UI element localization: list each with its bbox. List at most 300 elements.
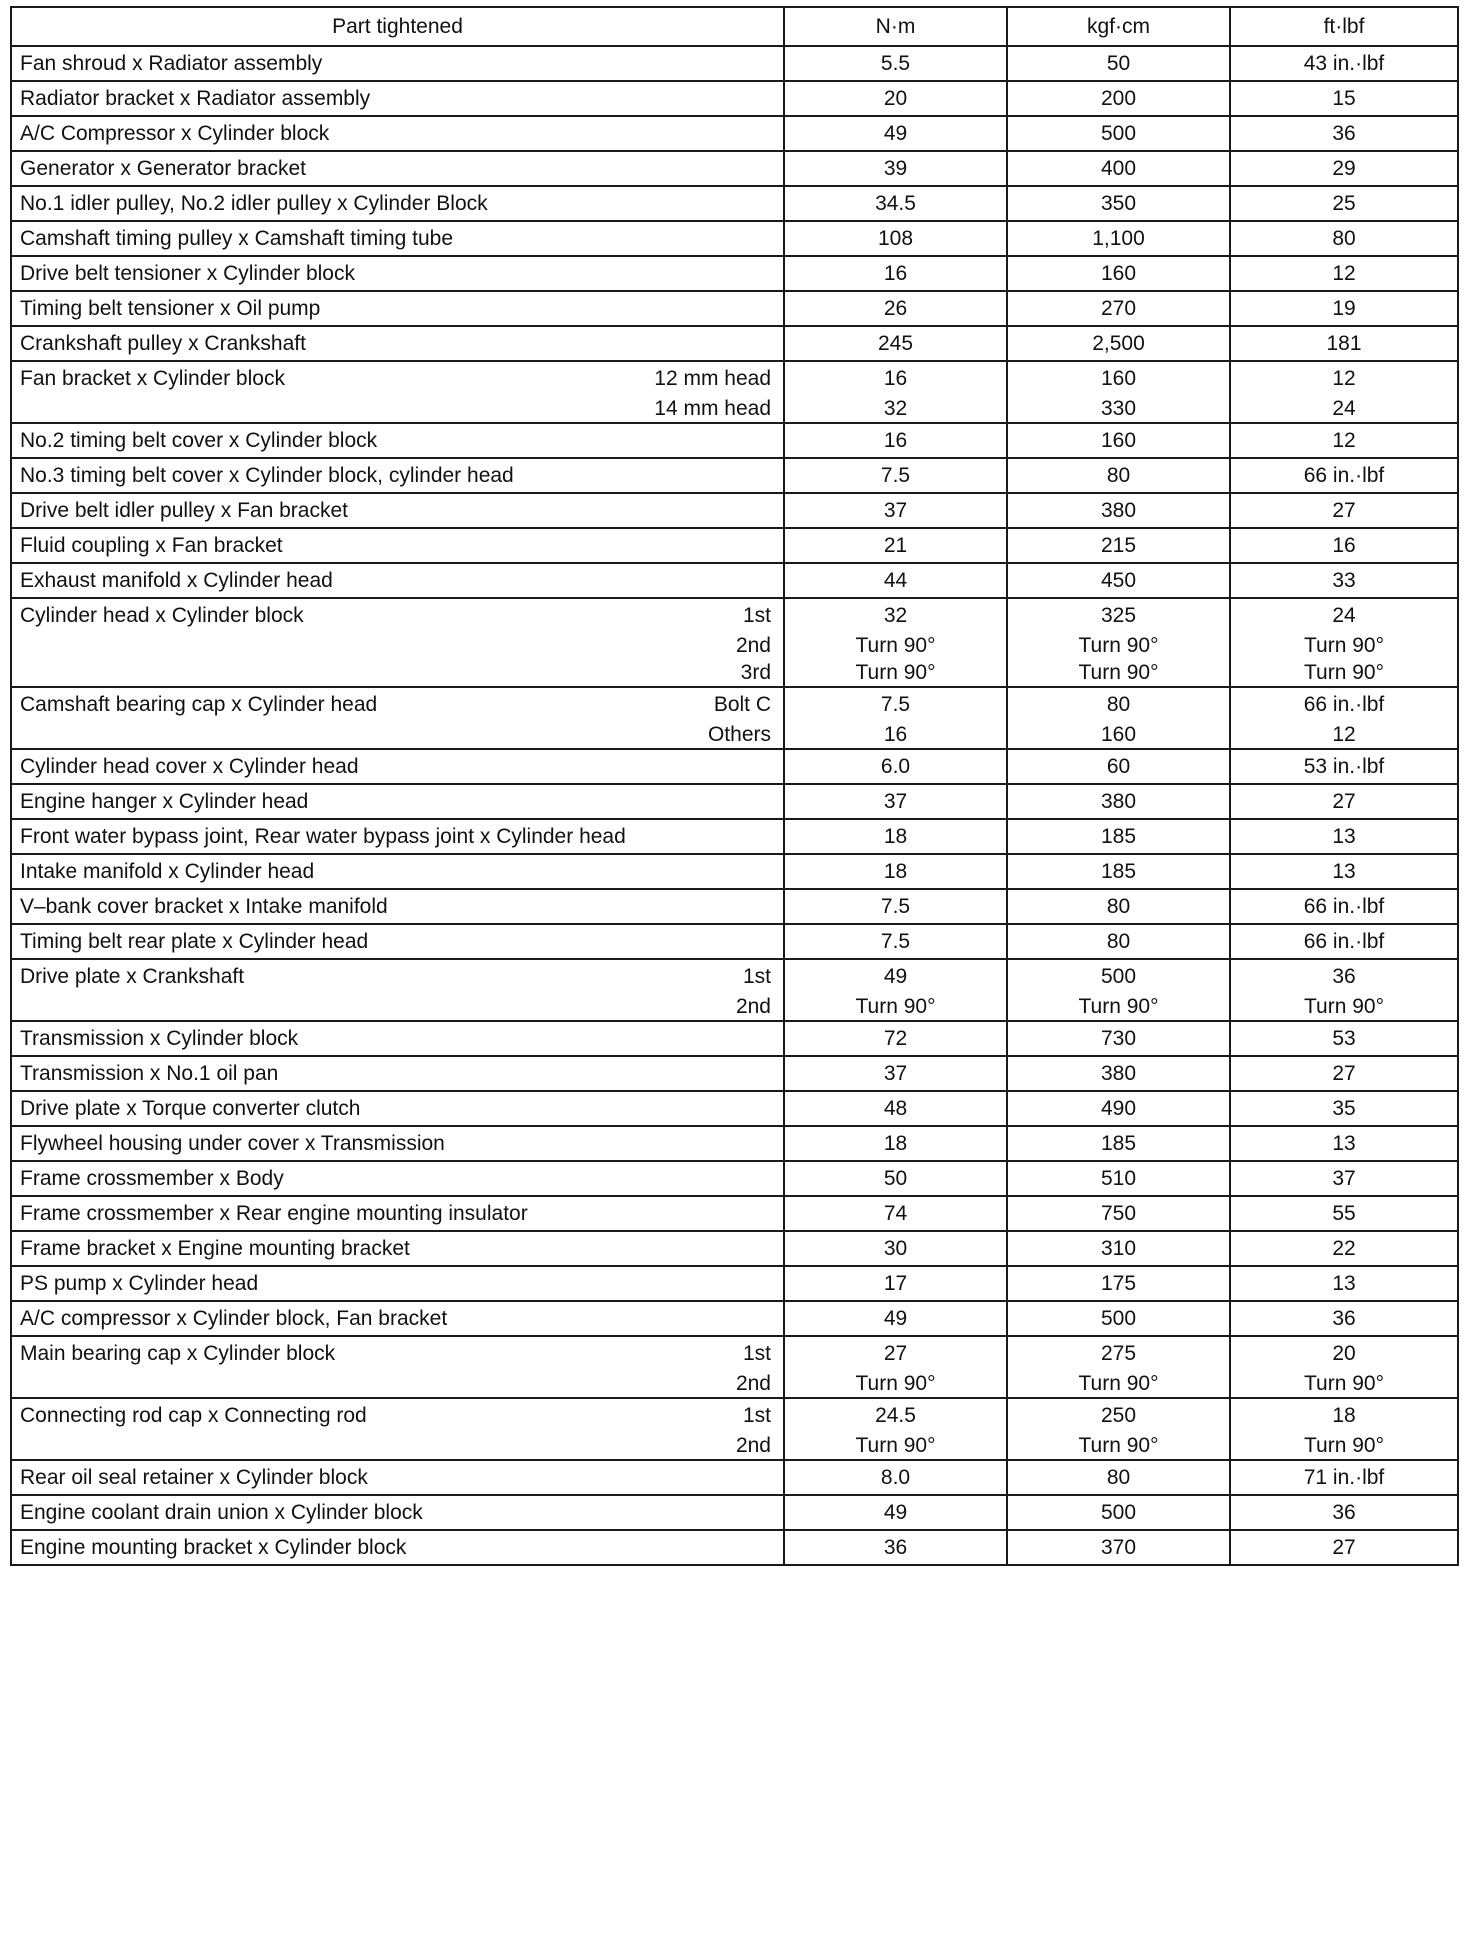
ft-value: Turn 90° (1304, 661, 1384, 684)
nm-value: 37 (883, 790, 908, 813)
kgf-value: 450 (1100, 569, 1137, 592)
nm-value: 49 (883, 965, 908, 988)
kgf-cell (1007, 116, 1230, 151)
ft-value: 27 (1332, 1062, 1356, 1085)
ft-value: 18 (1332, 1404, 1356, 1427)
part-name: Drive belt idler pulley x Fan bracket (20, 499, 348, 522)
kgf-value: Turn 90° (1078, 1372, 1159, 1395)
kgf-cell (1007, 423, 1230, 458)
ft-value: Turn 90° (1304, 634, 1384, 657)
table-row (11, 291, 1458, 326)
kgf-cell (1007, 1495, 1230, 1530)
kgf-value: 370 (1100, 1536, 1137, 1559)
ft-cell (1230, 326, 1458, 361)
nm-cell (784, 46, 1007, 81)
ft-value: 181 (1326, 332, 1362, 355)
condition-label: 1st (742, 965, 771, 988)
ft-cell (1230, 563, 1458, 598)
kgf-value: 250 (1100, 1404, 1137, 1427)
condition-label: 2nd (735, 634, 771, 657)
ft-cell (1230, 221, 1458, 256)
ft-cell (1230, 186, 1458, 221)
part-cell (11, 1091, 784, 1126)
ft-cell (1230, 598, 1458, 687)
nm-value: 18 (883, 860, 908, 883)
part-name: Exhaust manifold x Cylinder head (20, 569, 333, 592)
part-cell (11, 291, 784, 326)
part-cell (11, 889, 784, 924)
nm-cell (784, 889, 1007, 924)
part-cell (11, 1398, 784, 1460)
condition-label: 2nd (735, 1434, 771, 1457)
part-name: Cylinder head cover x Cylinder head (20, 755, 359, 778)
ft-value: 36 (1332, 965, 1356, 988)
part-cell (11, 924, 784, 959)
part-name: No.2 timing belt cover x Cylinder block (20, 429, 378, 452)
ft-value: 13 (1332, 1132, 1356, 1155)
nm-cell (784, 687, 1007, 749)
ft-cell (1230, 458, 1458, 493)
part-cell (11, 221, 784, 256)
table-row (11, 1336, 1458, 1398)
table-row (11, 1196, 1458, 1231)
ft-value: 80 (1332, 227, 1356, 250)
ft-cell (1230, 1336, 1458, 1398)
part-name: Fan shroud x Radiator assembly (20, 52, 323, 75)
ft-value: 55 (1332, 1202, 1356, 1225)
kgf-value: 330 (1100, 397, 1137, 420)
part-cell (11, 1266, 784, 1301)
part-cell (11, 151, 784, 186)
nm-value: Turn 90° (855, 995, 936, 1018)
part-name: Crankshaft pulley x Crankshaft (20, 332, 306, 355)
part-cell (11, 1161, 784, 1196)
kgf-value: 160 (1100, 262, 1137, 285)
ft-value: 16 (1332, 534, 1356, 557)
kgf-cell (1007, 598, 1230, 687)
kgf-value: 750 (1100, 1202, 1137, 1225)
part-name: Intake manifold x Cylinder head (20, 860, 315, 883)
nm-cell (784, 563, 1007, 598)
nm-cell (784, 361, 1007, 423)
kgf-value: 500 (1100, 1501, 1137, 1524)
nm-cell (784, 326, 1007, 361)
ft-value: 13 (1332, 860, 1356, 883)
part-name: Front water bypass joint, Rear water bypass joint x Cylinder head (20, 825, 626, 848)
nm-value: 39 (883, 157, 908, 180)
nm-value: 74 (883, 1202, 908, 1225)
nm-cell (784, 423, 1007, 458)
kgf-cell (1007, 1301, 1230, 1336)
table-row (11, 959, 1458, 1021)
kgf-cell (1007, 46, 1230, 81)
table-body (11, 46, 1458, 1565)
kgf-value: 80 (1106, 693, 1131, 716)
nm-value: 18 (883, 825, 908, 848)
ft-cell (1230, 1161, 1458, 1196)
kgf-cell (1007, 1231, 1230, 1266)
kgf-value: Turn 90° (1078, 995, 1159, 1018)
nm-value: 50 (883, 1167, 908, 1190)
table-row (11, 1266, 1458, 1301)
ft-value: 36 (1332, 1501, 1356, 1524)
part-cell (11, 1196, 784, 1231)
part-cell (11, 256, 784, 291)
kgf-value: 80 (1106, 930, 1131, 953)
kgf-cell (1007, 1021, 1230, 1056)
kgf-cell (1007, 326, 1230, 361)
condition-label: Bolt C (713, 693, 771, 716)
nm-value: 7.5 (880, 693, 911, 716)
kgf-value: 500 (1100, 122, 1137, 145)
ft-cell (1230, 784, 1458, 819)
condition-label: 12 mm head (654, 367, 771, 390)
kgf-cell (1007, 924, 1230, 959)
table-row (11, 924, 1458, 959)
table-row (11, 221, 1458, 256)
part-cell (11, 361, 784, 423)
kgf-value: 185 (1100, 825, 1137, 848)
part-cell (11, 1301, 784, 1336)
nm-cell (784, 1021, 1007, 1056)
kgf-cell (1007, 687, 1230, 749)
part-name: Drive plate x Crankshaft (20, 965, 245, 988)
ft-cell (1230, 1530, 1458, 1565)
table-row (11, 493, 1458, 528)
ft-value: 66 in.·lbf (1303, 930, 1385, 953)
ft-cell (1230, 1056, 1458, 1091)
ft-value: 33 (1332, 569, 1356, 592)
nm-value: 27 (883, 1342, 908, 1365)
nm-cell (784, 854, 1007, 889)
nm-cell (784, 1460, 1007, 1495)
nm-value: 245 (877, 332, 914, 355)
condition-label: 1st (742, 604, 771, 627)
column-header-kgf: kgf·cm (1007, 7, 1230, 46)
nm-value: 108 (877, 227, 914, 250)
ft-value: 24 (1332, 397, 1356, 420)
nm-value: 16 (883, 723, 908, 746)
part-name: Camshaft bearing cap x Cylinder head (20, 693, 378, 716)
condition-labels (736, 599, 771, 686)
ft-value: 66 in.·lbf (1303, 693, 1385, 716)
kgf-cell (1007, 1530, 1230, 1565)
ft-value: 35 (1332, 1097, 1356, 1120)
kgf-value: 60 (1106, 755, 1131, 778)
part-name: Main bearing cap x Cylinder block (20, 1342, 336, 1365)
ft-value: 71 in.·lbf (1303, 1466, 1385, 1489)
nm-value: 7.5 (880, 464, 911, 487)
kgf-value: 325 (1100, 604, 1137, 627)
part-name: Fluid coupling x Fan bracket (20, 534, 283, 557)
kgf-value: Turn 90° (1078, 634, 1159, 657)
table-row (11, 598, 1458, 687)
nm-value: 5.5 (880, 52, 911, 75)
part-cell (11, 1460, 784, 1495)
kgf-value: 380 (1100, 1062, 1137, 1085)
table-row (11, 889, 1458, 924)
condition-labels (736, 960, 771, 1020)
condition-label: Others (707, 723, 771, 746)
nm-value: 30 (883, 1237, 908, 1260)
part-cell (11, 563, 784, 598)
part-name: Flywheel housing under cover x Transmission (20, 1132, 445, 1155)
table-row (11, 687, 1458, 749)
part-name: Engine coolant drain union x Cylinder block (20, 1501, 423, 1524)
nm-value: 37 (883, 1062, 908, 1085)
nm-cell (784, 1301, 1007, 1336)
kgf-value: 350 (1100, 192, 1137, 215)
kgf-value: 400 (1100, 157, 1137, 180)
kgf-value: 2,500 (1092, 332, 1145, 355)
nm-cell (784, 1336, 1007, 1398)
nm-cell (784, 749, 1007, 784)
part-cell (11, 528, 784, 563)
table-row (11, 784, 1458, 819)
part-cell (11, 687, 784, 749)
nm-value: 6.0 (880, 755, 911, 778)
nm-value: 37 (883, 499, 908, 522)
nm-value: 16 (883, 429, 908, 452)
ft-value: 25 (1332, 192, 1356, 215)
kgf-value: 730 (1100, 1027, 1137, 1050)
ft-cell (1230, 1021, 1458, 1056)
kgf-cell (1007, 959, 1230, 1021)
part-name: No.1 idler pulley, No.2 idler pulley x Cylinder Block (20, 192, 488, 215)
table-row (11, 854, 1458, 889)
nm-value: Turn 90° (855, 1372, 936, 1395)
part-cell (11, 1336, 784, 1398)
nm-cell (784, 1266, 1007, 1301)
nm-cell (784, 1126, 1007, 1161)
condition-label: 2nd (735, 995, 771, 1018)
nm-value: 16 (883, 262, 908, 285)
kgf-value: 275 (1100, 1342, 1137, 1365)
kgf-cell (1007, 528, 1230, 563)
kgf-cell (1007, 1460, 1230, 1495)
part-name: A/C Compressor x Cylinder block (20, 122, 330, 145)
ft-value: 13 (1332, 1272, 1356, 1295)
ft-value: 36 (1332, 1307, 1356, 1330)
kgf-cell (1007, 1398, 1230, 1460)
torque-spec-page (10, 6, 1459, 1566)
nm-cell (784, 1091, 1007, 1126)
part-cell (11, 116, 784, 151)
ft-value: 27 (1332, 499, 1356, 522)
ft-value: Turn 90° (1304, 1372, 1384, 1395)
condition-labels (654, 362, 771, 422)
part-name: V–bank cover bracket x Intake manifold (20, 895, 388, 918)
ft-value: 27 (1332, 790, 1356, 813)
ft-value: 43 in.·lbf (1303, 52, 1385, 75)
kgf-cell (1007, 784, 1230, 819)
table-row (11, 1231, 1458, 1266)
ft-cell (1230, 1266, 1458, 1301)
nm-cell (784, 959, 1007, 1021)
nm-value: 18 (883, 1132, 908, 1155)
table-row (11, 1056, 1458, 1091)
part-name: Frame crossmember x Body (20, 1167, 284, 1190)
condition-label: 14 mm head (654, 397, 771, 420)
ft-value: 12 (1332, 429, 1356, 452)
ft-value: 53 (1332, 1027, 1356, 1050)
ft-cell (1230, 361, 1458, 423)
kgf-cell (1007, 256, 1230, 291)
nm-cell (784, 458, 1007, 493)
kgf-cell (1007, 186, 1230, 221)
ft-value: 19 (1332, 297, 1356, 320)
ft-value: 12 (1332, 262, 1356, 285)
kgf-cell (1007, 1266, 1230, 1301)
part-name: Timing belt rear plate x Cylinder head (20, 930, 369, 953)
kgf-value: 80 (1106, 464, 1131, 487)
kgf-value: 185 (1100, 860, 1137, 883)
ft-value: 29 (1332, 157, 1356, 180)
part-name: Rear oil seal retainer x Cylinder block (20, 1466, 368, 1489)
part-name: Cylinder head x Cylinder block (20, 604, 304, 627)
kgf-value: 380 (1100, 790, 1137, 813)
nm-cell (784, 1495, 1007, 1530)
kgf-cell (1007, 291, 1230, 326)
part-name: PS pump x Cylinder head (20, 1272, 259, 1295)
ft-cell (1230, 528, 1458, 563)
kgf-cell (1007, 458, 1230, 493)
table-row (11, 1161, 1458, 1196)
nm-value: 72 (883, 1027, 908, 1050)
kgf-cell (1007, 151, 1230, 186)
kgf-value: 310 (1100, 1237, 1137, 1260)
condition-label: 2nd (735, 1372, 771, 1395)
ft-value: 15 (1332, 87, 1356, 110)
ft-value: 12 (1332, 367, 1356, 390)
kgf-value: 200 (1100, 87, 1137, 110)
kgf-value: 80 (1106, 895, 1131, 918)
ft-value: 27 (1332, 1536, 1356, 1559)
kgf-value: 500 (1100, 1307, 1137, 1330)
part-cell (11, 959, 784, 1021)
ft-cell (1230, 1495, 1458, 1530)
part-name: Engine mounting bracket x Cylinder block (20, 1536, 407, 1559)
ft-cell (1230, 1398, 1458, 1460)
ft-cell (1230, 1091, 1458, 1126)
part-name: Generator x Generator bracket (20, 157, 306, 180)
kgf-value: 1,100 (1092, 227, 1145, 250)
part-cell (11, 819, 784, 854)
table-row (11, 1301, 1458, 1336)
nm-cell (784, 116, 1007, 151)
ft-cell (1230, 1301, 1458, 1336)
table-row (11, 1091, 1458, 1126)
ft-value: 66 in.·lbf (1303, 895, 1385, 918)
table-row (11, 81, 1458, 116)
kgf-value: 160 (1100, 429, 1137, 452)
part-cell (11, 1126, 784, 1161)
nm-value: 24.5 (875, 1404, 916, 1427)
kgf-cell (1007, 889, 1230, 924)
column-header-nm: N·m (784, 7, 1007, 46)
ft-value: 53 in.·lbf (1303, 755, 1385, 778)
ft-cell (1230, 959, 1458, 1021)
condition-label: 3rd (740, 661, 771, 684)
table-row (11, 1021, 1458, 1056)
table-row (11, 819, 1458, 854)
table-row (11, 151, 1458, 186)
nm-value: 34.5 (875, 192, 916, 215)
nm-value: 7.5 (880, 930, 911, 953)
table-row (11, 563, 1458, 598)
nm-value: 36 (883, 1536, 908, 1559)
ft-value: 12 (1332, 723, 1356, 746)
ft-cell (1230, 1196, 1458, 1231)
kgf-cell (1007, 1336, 1230, 1398)
kgf-value: 510 (1100, 1167, 1137, 1190)
ft-value: 22 (1332, 1237, 1356, 1260)
ft-value: Turn 90° (1304, 995, 1384, 1018)
ft-cell (1230, 687, 1458, 749)
table-row (11, 116, 1458, 151)
part-cell (11, 598, 784, 687)
ft-cell (1230, 749, 1458, 784)
condition-label: 1st (742, 1342, 771, 1365)
part-cell (11, 186, 784, 221)
table-row (11, 326, 1458, 361)
ft-cell (1230, 924, 1458, 959)
nm-value: 21 (883, 534, 908, 557)
kgf-value: 380 (1100, 499, 1137, 522)
ft-value: Turn 90° (1304, 1434, 1384, 1457)
kgf-value: Turn 90° (1078, 1434, 1159, 1457)
part-cell (11, 458, 784, 493)
kgf-cell (1007, 1196, 1230, 1231)
ft-value: 13 (1332, 825, 1356, 848)
part-cell (11, 423, 784, 458)
nm-cell (784, 221, 1007, 256)
nm-cell (784, 1161, 1007, 1196)
nm-cell (784, 256, 1007, 291)
kgf-cell (1007, 854, 1230, 889)
part-cell (11, 854, 784, 889)
nm-value: 8.0 (880, 1466, 911, 1489)
part-name: A/C compressor x Cylinder block, Fan bracket (20, 1307, 448, 1330)
nm-cell (784, 1231, 1007, 1266)
nm-cell (784, 528, 1007, 563)
table-row (11, 1126, 1458, 1161)
part-cell (11, 46, 784, 81)
condition-labels (736, 1399, 771, 1459)
part-cell (11, 1056, 784, 1091)
nm-value: Turn 90° (855, 1434, 936, 1457)
kgf-value: Turn 90° (1078, 661, 1159, 684)
ft-value: 66 in.·lbf (1303, 464, 1385, 487)
part-cell (11, 493, 784, 528)
column-header-part: Part tightened (11, 7, 784, 46)
ft-cell (1230, 1231, 1458, 1266)
part-name: Timing belt tensioner x Oil pump (20, 297, 321, 320)
nm-value: 49 (883, 122, 908, 145)
part-cell (11, 1021, 784, 1056)
nm-value: 44 (883, 569, 908, 592)
nm-value: 49 (883, 1307, 908, 1330)
nm-cell (784, 493, 1007, 528)
nm-cell (784, 151, 1007, 186)
part-cell (11, 1231, 784, 1266)
nm-value: 49 (883, 1501, 908, 1524)
nm-cell (784, 924, 1007, 959)
kgf-cell (1007, 1091, 1230, 1126)
nm-cell (784, 819, 1007, 854)
nm-cell (784, 81, 1007, 116)
ft-cell (1230, 256, 1458, 291)
